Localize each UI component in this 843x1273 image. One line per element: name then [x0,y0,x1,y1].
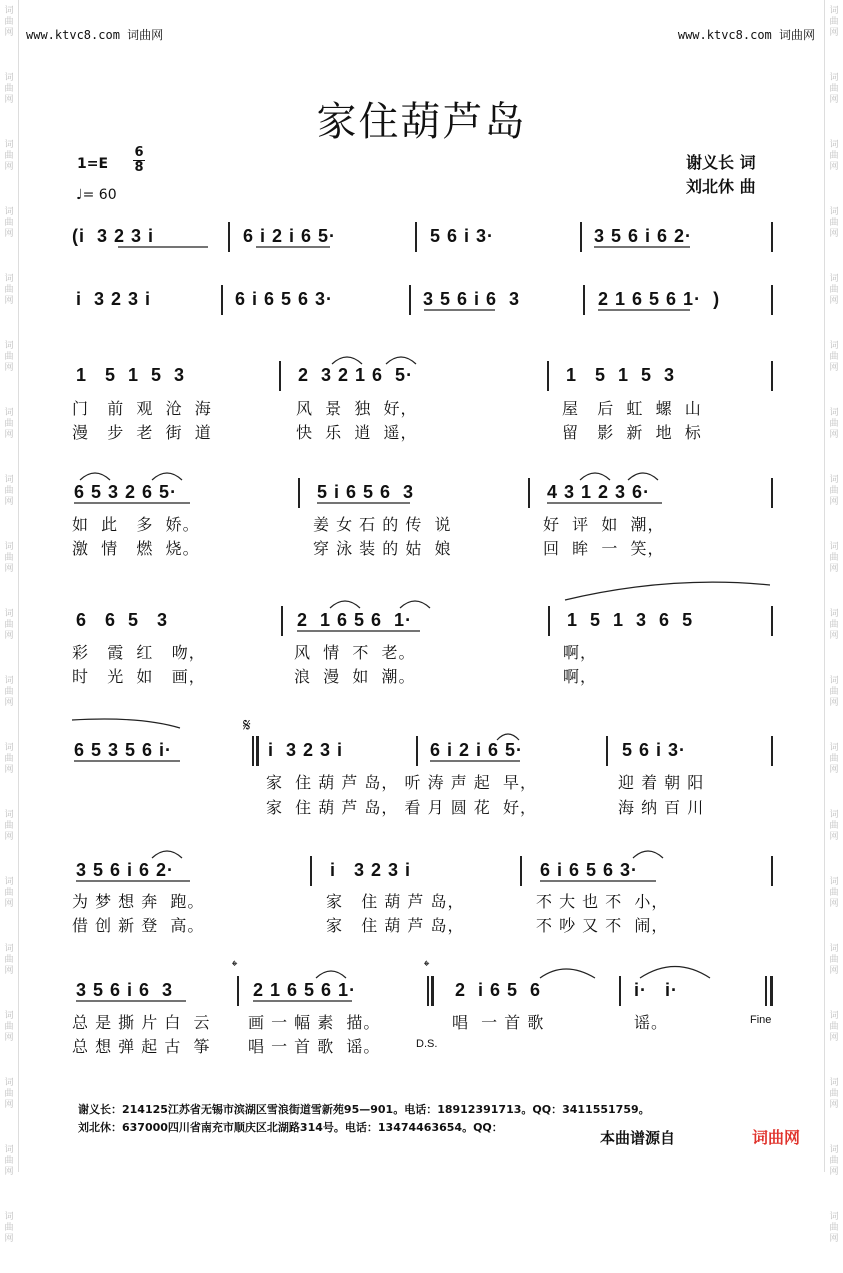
coda-icon: 𝄌 [232,957,238,975]
barline [528,478,530,508]
barline [281,606,283,636]
barline [771,361,773,391]
slur-arc [72,719,180,728]
measure-22: 3 5 6 i 6 2· [76,860,175,880]
lyric-line: 海 纳 百 川 [618,798,705,817]
measure-7: 3 5 6 i 6 3 [423,289,521,309]
lyric-line: 姜 女 石 的 传 说 [313,515,452,534]
measure-4: 3 5 6 i 6 2· [594,226,693,246]
margin-watermark-text: 词 曲 网 [829,609,839,641]
margin-watermark-text: 词 曲 网 [829,140,839,172]
footer-line-1: 谢义长：214125江苏省无锡市滨湖区雪浪街道雪新苑95—901。电话：18912391713。QQ：3411551759。 [78,1103,650,1116]
measure-6: 6 i 6 5 6 3· [235,289,334,309]
source-label: 本曲谱源自 [600,1129,676,1147]
lyric-line: 风 景 独 好， [296,399,418,418]
barline [427,976,429,1006]
margin-watermark-text: 词 曲 网 [4,1078,14,1110]
measure-19: i 3 2 3 i [268,740,344,760]
quarter-note-icon: ♩ [76,187,83,203]
measure-20: 6 i 2 i 6 5· [430,740,524,760]
lyric-line: 谣。 [634,1013,669,1032]
margin-watermark-text: 词 曲 网 [4,140,14,172]
margin-watermark-text: 词 曲 网 [829,475,839,507]
tie-arc [332,357,362,364]
lyric-line: 为 梦 想 奔 跑。 [72,892,205,911]
coda-icon: 𝄌 [424,957,430,975]
lyric-line: 时 光 如 画， [72,667,206,686]
margin-watermark-text: 词 曲 网 [4,341,14,373]
margin-watermark-text: 词 曲 网 [4,1011,14,1043]
margin-watermark-text: 词 曲 网 [4,810,14,842]
lyric-line: 家 住 葫 芦 岛， 看 月 圆 花 好， [266,798,537,817]
page-title: 家住葫芦岛 [316,99,527,145]
measure-13: 5 i 6 5 6 3 [317,482,415,502]
tie-arc [152,473,182,480]
barline [415,222,417,252]
measure-28: i· i· [634,980,678,1000]
margin-watermark-text: 词 曲 网 [829,743,839,775]
barline [298,478,300,508]
margin-watermark-text: 词 曲 网 [4,408,14,440]
margin-watermark-text: 词 曲 网 [4,542,14,574]
margin-watermark-text: 词 曲 网 [4,475,14,507]
lyric-line: 快 乐 逍 遥， [296,423,418,442]
measure-23: i 3 2 3 i [330,860,412,880]
barline [765,976,767,1006]
margin-watermark-text: 词 曲 网 [829,1145,839,1177]
margin-watermark-text: 词 曲 网 [829,408,839,440]
margin-watermark-text: 词 曲 网 [829,944,839,976]
brand-logo[interactable]: 词曲网 [752,1128,801,1147]
lyric-line: 借 创 新 登 高。 [72,916,205,935]
lyric-line: 迎 着 朝 阳 [618,773,705,792]
lyric-line: 激 情 燃 烧。 [72,539,200,558]
time-signature [133,146,145,175]
measure-15: 6 6 5 3 [76,610,169,630]
margin-watermark-text: 词 曲 网 [829,676,839,708]
measure-14: 4 3 1 2 3 6· [547,482,651,502]
barline [580,222,582,252]
lyric-line: 门 前 观 沧 海 [72,399,212,418]
barline [771,222,773,252]
lyric-line: 不 大 也 不 小， [536,892,669,911]
tie-arc [633,851,663,858]
barline [619,976,621,1006]
footer-line-2: 刘北休：637000四川省南充市顺庆区北湖路314号。电话：13474463654。QQ： [78,1121,503,1134]
tie-arc [628,473,658,480]
tempo-value: = 60 [82,187,117,203]
margin-watermark-text: 词 曲 网 [829,810,839,842]
lyric-line: 家 住 葫 芦 岛， 听 涛 声 起 早， [266,773,537,792]
barline [221,285,223,315]
measure-25: 3 5 6 i 6 3 [76,980,174,1000]
lyric-line: 彩 霞 红 吻， [72,643,206,662]
lyricist: 谢义长 词 [686,153,756,172]
tie-arc [80,473,110,480]
tie-arc [330,601,360,608]
measure-11: 1 5 1 5 3 [566,365,676,385]
margin-watermark-text: 词 曲 网 [4,6,14,38]
measure-27: 2 i 6 5 6 [455,980,542,1000]
lyric-line: 画 一 幅 素 描。 [248,1013,381,1032]
lyric-line: 浪 漫 如 潮。 [294,667,416,686]
measure-8: 2 1 6 5 6 1· ) [598,289,721,309]
barline [228,222,230,252]
lyric-line: 总 想 弹 起 古 筝 [72,1037,211,1056]
left-margin-watermark [0,0,19,1244]
barline-thick [431,976,434,1006]
lyric-line: 留 影 新 地 标 [562,423,702,442]
barline [606,736,608,766]
measure-26: 2 1 6 5 6 1· [253,980,357,1000]
slur-arc [565,582,770,600]
margin-watermark-text: 词 曲 网 [829,274,839,306]
margin-watermark-text: 词 曲 网 [829,542,839,574]
tie-arc [400,601,430,608]
margin-watermark-text: 词 曲 网 [829,1011,839,1043]
barline [416,736,418,766]
lyric-line: 回 眸 一 笑， [543,539,665,558]
lyric-line: 如 此 多 娇。 [72,515,200,534]
ds-mark: D.S. [416,1038,438,1050]
tie-arc [386,357,416,364]
margin-watermark-text: 词 曲 网 [4,274,14,306]
barline [547,361,549,391]
composer: 刘北休 曲 [686,177,756,196]
barline [520,856,522,886]
tempo-mark [76,187,117,203]
margin-watermark-text: 词 曲 网 [829,1078,839,1110]
margin-watermark-text: 词 曲 网 [4,609,14,641]
measure-5: i 3 2 3 i [76,289,152,309]
measure-17: 1 5 1 3 6 5 [567,610,694,630]
barline-thick [256,736,259,766]
margin-watermark-text: 词 曲 网 [829,207,839,239]
lyric-line: 家 住 葫 芦 岛， [326,916,465,935]
barline [409,285,411,315]
measure-21: 5 6 i 3· [622,740,687,760]
tie-arc [152,851,182,858]
measure-16: 2 1 6 5 6 1· [297,610,413,630]
margin-watermark-text: 词 曲 网 [4,1145,14,1177]
final-barline [770,976,773,1006]
lyric-line: 漫 步 老 街 道 [72,423,212,442]
lyric-line: 穿 泳 装 的 姑 娘 [313,539,452,558]
barline [583,285,585,315]
margin-watermark-text: 词 曲 网 [829,877,839,909]
lyric-line: 家 住 葫 芦 岛， [326,892,465,911]
fine-mark: Fine [750,1014,772,1026]
barline [771,285,773,315]
measure-9: 1 5 1 5 3 [76,365,186,385]
margin-watermark-text: 词 曲 网 [4,743,14,775]
measure-10: 2 3 2 1 6 5· [298,365,414,385]
lyric-line: 唱 一 首 歌 谣。 [248,1037,381,1056]
key-signature: 1=E [77,156,109,172]
right-margin-watermark [824,0,843,1244]
measure-12: 6 5 3 2 6 5· [74,482,178,502]
margin-watermark-text: 词 曲 网 [829,73,839,105]
margin-watermark-text: 词 曲 网 [4,877,14,909]
barline [237,976,239,1006]
margin-watermark-text: 词 曲 网 [829,6,839,38]
barline [771,606,773,636]
barline [279,361,281,391]
margin-watermark-text: 词 曲 网 [4,944,14,976]
lyric-line: 好 评 如 潮， [543,515,665,534]
measure-1: (i 3 2 3 i [72,226,155,246]
site-url-left[interactable]: www.ktvc8.com 词曲网 [26,28,164,42]
margin-watermark-text: 词 曲 网 [4,1212,14,1244]
measure-18: 6 5 3 5 6 i· [74,740,173,760]
lyric-line: 啊， [563,667,598,686]
lyric-line: 总 是 撕 片 白 云 [72,1013,211,1032]
site-url-right[interactable]: www.ktvc8.com 词曲网 [677,28,815,42]
measure-2: 6 i 2 i 6 5· [243,226,337,246]
margin-watermark-text: 词 曲 网 [829,1212,839,1244]
margin-watermark-text: 词 曲 网 [4,73,14,105]
barline [252,736,254,766]
margin-watermark-text: 词 曲 网 [4,676,14,708]
segno-icon: 𝄋 [243,715,251,736]
lyric-line: 啊， [563,643,598,662]
time-top: 6 [134,145,144,160]
margin-watermark-text: 词 曲 网 [829,341,839,373]
measure-24: 6 i 6 5 6 3· [540,860,639,880]
lyric-line: 风 情 不 老。 [294,643,416,662]
lyric-line: 唱 一 首 歌 [452,1013,545,1032]
tie-arc [640,967,710,979]
tie-arc [540,969,595,978]
time-bottom: 8 [134,160,144,175]
barline [310,856,312,886]
lyric-line: 不 吵 又 不 闹， [536,916,669,935]
barline [771,856,773,886]
margin-watermark-text: 词 曲 网 [4,207,14,239]
tie-arc [580,473,610,480]
tie-arc [316,971,346,978]
barline [771,736,773,766]
barline [548,606,550,636]
lyric-line: 屋 后 虹 螺 山 [562,399,702,418]
measure-3: 5 6 i 3· [430,226,495,246]
barline [771,478,773,508]
